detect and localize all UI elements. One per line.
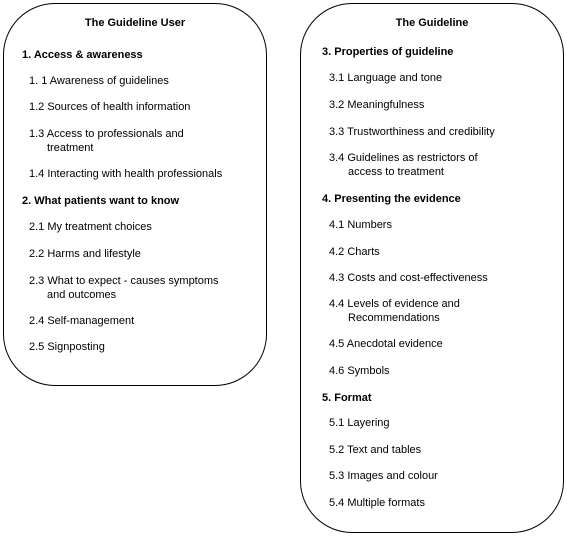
- section-heading: 4. Presenting the evidence: [322, 193, 461, 205]
- section-heading: 5. Format: [322, 392, 372, 404]
- subtheme-label: 3.3 Trustworthiness and credibility: [329, 126, 495, 138]
- subtheme-label: 4.2 Charts: [329, 246, 380, 258]
- subtheme-label: 3.4 Guidelines as restrictors of: [329, 152, 478, 164]
- subtheme-label: 1.2 Sources of health information: [29, 101, 191, 113]
- subtheme-label: 2.4 Self-management: [29, 315, 135, 327]
- subtheme-item: [29, 101, 190, 115]
- section-heading: 3. Properties of guideline: [322, 46, 454, 58]
- left-panel-title: The Guideline User: [84, 17, 186, 29]
- subtheme-label: 5.2 Text and tables: [329, 444, 422, 456]
- subtheme-label: 2.2 Harms and lifestyle: [29, 248, 141, 260]
- subtheme-label: 4.6 Symbols: [329, 365, 390, 377]
- subtheme-item: [29, 248, 141, 262]
- subtheme-item: [29, 315, 134, 329]
- section-heading: 1. Access & awareness: [22, 49, 143, 61]
- subtheme-item: [329, 272, 488, 286]
- subtheme-item: [329, 470, 438, 484]
- subtheme-label: 4.1 Numbers: [329, 219, 392, 231]
- subtheme-item: [329, 72, 442, 86]
- subtheme-label-continued: access to treatment: [348, 165, 444, 178]
- subtheme-item: [29, 341, 105, 355]
- subtheme-item: [329, 126, 495, 140]
- subtheme-item: [329, 417, 390, 431]
- subtheme-item: [329, 365, 390, 379]
- subtheme-item: [329, 444, 421, 458]
- subtheme-item: [29, 221, 152, 235]
- subtheme-label: 5.3 Images and colour: [329, 470, 438, 482]
- subtheme-label: 4.4 Levels of evidence and: [329, 298, 460, 310]
- subtheme-item: [329, 219, 392, 233]
- subtheme-label-continued: and outcomes: [47, 288, 117, 301]
- subtheme-label: 3.1 Language and tone: [329, 72, 443, 84]
- subtheme-label: 1.3 Access to professionals and: [29, 128, 184, 140]
- subtheme-label-continued: Recommendations: [348, 311, 440, 324]
- subtheme-item: [29, 275, 219, 302]
- subtheme-item: [329, 99, 424, 113]
- subtheme-item: [329, 497, 425, 511]
- right-panel-title: The Guideline: [395, 17, 469, 29]
- subtheme-label: 1. 1 Awareness of guidelines: [29, 75, 169, 87]
- subtheme-label: 4.5 Anecdotal evidence: [329, 338, 443, 350]
- subtheme-item: [329, 246, 380, 260]
- subtheme-label: 5.4 Multiple formats: [329, 497, 425, 509]
- subtheme-item: [29, 75, 169, 89]
- subtheme-item: [329, 298, 460, 325]
- subtheme-item: [329, 152, 478, 179]
- subtheme-label: 3.2 Meaningfulness: [329, 99, 425, 111]
- subtheme-label: 2.1 My treatment choices: [29, 221, 152, 233]
- subtheme-item: [29, 128, 184, 155]
- subtheme-item: [29, 168, 222, 182]
- subtheme-label: 4.3 Costs and cost-effectiveness: [329, 272, 488, 284]
- subtheme-item: [329, 338, 443, 352]
- subtheme-label: 1.4 Interacting with health professionals: [29, 168, 223, 180]
- subtheme-label-continued: treatment: [47, 141, 94, 154]
- section-heading: 2. What patients want to know: [22, 195, 180, 207]
- subtheme-label: 2.3 What to expect - causes symptoms: [29, 275, 219, 287]
- subtheme-label: 5.1 Layering: [329, 417, 390, 429]
- subtheme-label: 2.5 Signposting: [29, 341, 105, 353]
